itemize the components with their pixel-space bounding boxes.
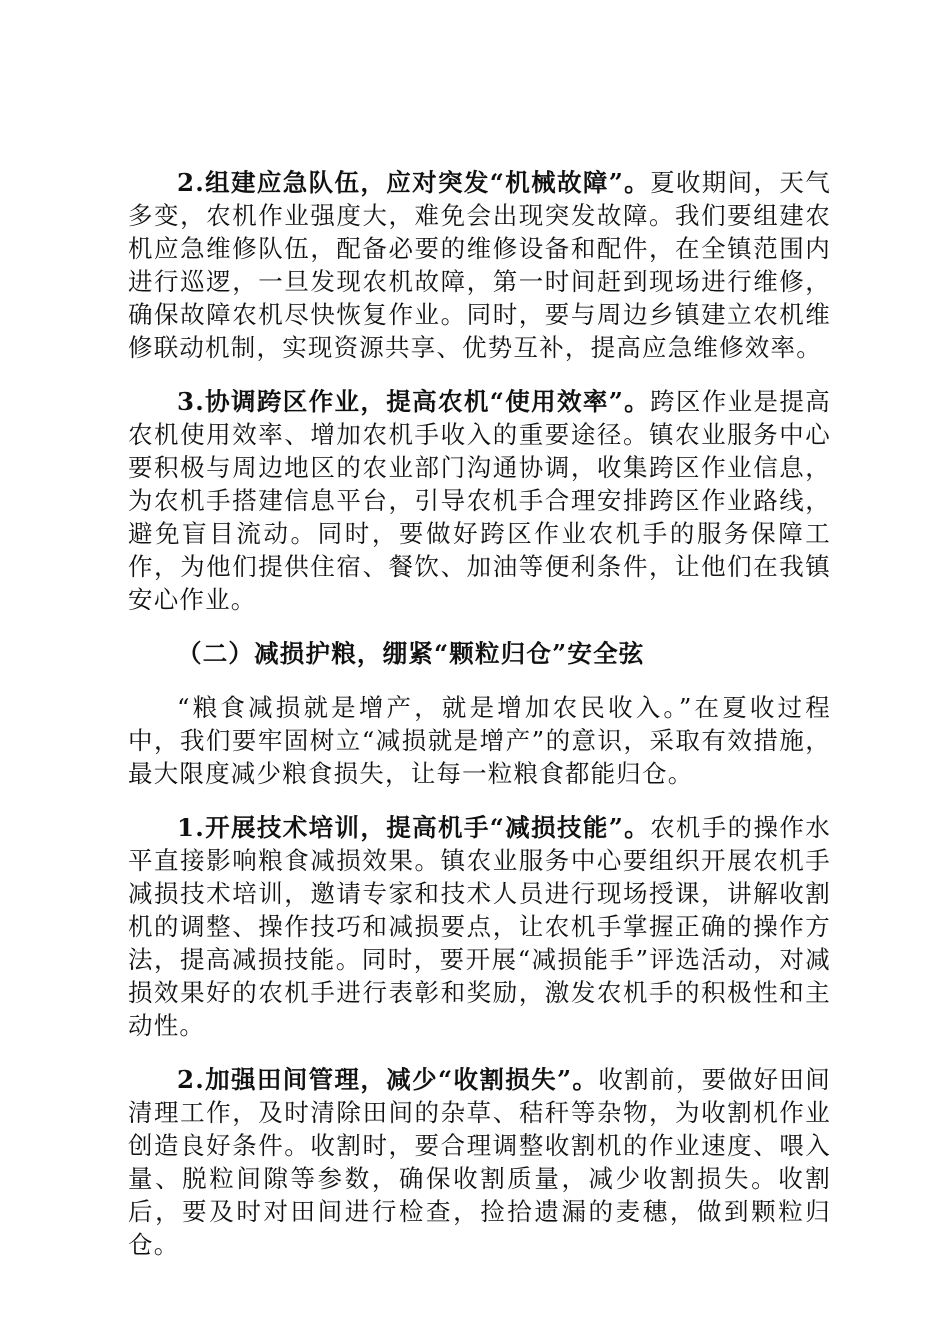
paragraph-body: 农机手的操作水平直接影响粮食减损效果。镇农业服务中心要组织开展农机手减损技术培训，邀请专家和技术人员进行现场授课，讲解收割机的调整、操作技巧和减损要点，让农机手掌握正确的操作方法，提高减损技能。同时，要开展“减损能手”评选活动，对减损效果好的农机手进行表彰和奖励，激发农机手的积极性和主动性。 xyxy=(128,813,832,1040)
paragraph-emergency-team xyxy=(128,166,831,364)
paragraph-lead: 2.组建应急队伍，应对突发“机械故障”。 xyxy=(177,168,651,197)
section-intro: “粮食减损就是增产，就是增加农民收入。”在夏收过程中，我们要牢固树立“减损就是增产”的意识，采取有效措施，最大限度减少粮食损失，让每一粒粮食都能归仓。 xyxy=(128,693,831,788)
paragraph-body: 跨区作业是提高农机使用效率、增加农机手收入的重要途径。镇农业服务中心要积极与周边地区的农业部门沟通协调，收集跨区作业信息，为农机手搭建信息平台，引导农机手合理安排跨区作业路线，避免盲目流动。同时，要做好跨区作业农机手的服务保障工作，为他们提供住宿、餐饮、加油等便利条件，让他们在我镇安心作业。 xyxy=(128,387,832,614)
paragraph-lead: 2.加强田间管理，减少“收割损失”。 xyxy=(177,1065,599,1094)
paragraph-lead: 3.协调跨区作业，提高农机“使用效率”。 xyxy=(177,387,651,416)
paragraph-body: 夏收期间，天气多变，农机作业强度大，难免会出现突发故障。我们要组建农机应急维修队伍，配备必要的维修设备和配件，在全镇范围内进行巡逻，一旦发现农机故障，第一时间赶到现场进行维修，确保故障农机尽快恢复作业。同时，要与周边乡镇建立农机维修联动机制，实现资源共享、优势互补，提高应急维修效率。 xyxy=(128,168,832,362)
paragraph-body: 收割前，要做好田间清理工作，及时清除田间的杂草、秸秆等杂物，为收割机作业创造良好条件。收割时，要合理调整收割机的作业速度、喂入量、脱粒间隙等参数，确保收割质量，减少收割损失。收割后，要及时对田间进行检查，捡拾遗漏的麦穗，做到颗粒归仓。 xyxy=(128,1065,831,1259)
document-body xyxy=(128,166,831,1282)
section-heading: （二）减损护粮，绷紧“颗粒归仓”安全弦 xyxy=(177,639,645,668)
paragraph-lead: 1.开展技术培训，提高机手“减损技能”。 xyxy=(177,813,651,842)
paragraph-cross-region xyxy=(128,385,831,616)
paragraph-field-management xyxy=(128,1063,831,1261)
paragraph-training xyxy=(128,811,831,1042)
